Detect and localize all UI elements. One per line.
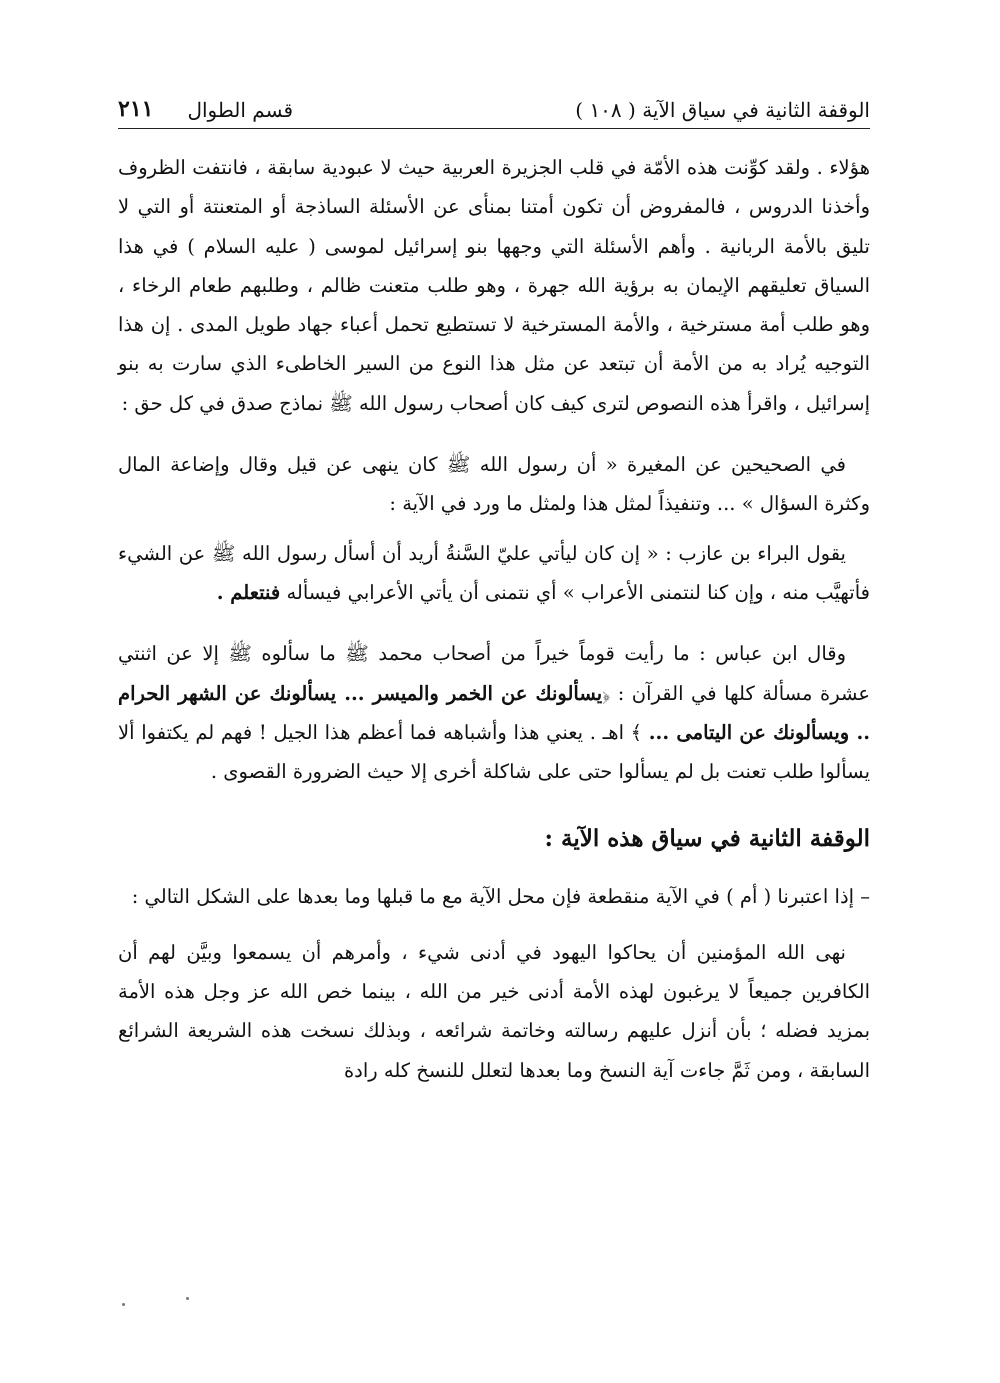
section-heading: الوقفة الثانية في سياق هذه الآية : (544, 825, 870, 853)
paragraph-4-part-2: ﴾ اهـ . يعني هذا وأشباهه فما (409, 720, 643, 744)
paragraph-3 (118, 534, 870, 613)
paragraph-2: في الصحيحين عن المغيرة « أن رسول الله ﷺ كان ينهى عن قيل وقال وإضاعة المال وكثرة السؤال » ... وتنفيذاً لمثل هذا ولمثل ما ورد في الآية : (118, 453, 870, 516)
paragraph-3-bold-end: فنتعلم . (216, 580, 281, 604)
header-divider (118, 128, 870, 129)
scan-speck (186, 1297, 189, 1300)
paragraph-1: هؤلاء . ولقد كوِّنت هذه الأمّة في قلب الجزيرة العربية حيث لا عبودية سابقة ، فانتفت الظروف وأخذنا الدروس ، فالمفروض أن تكون أمتنا بمنأى عن الأسئلة الساذجة أو المتعنتة أو التي لا تليق بالأمة الربانية . وأهم الأسئلة التي وجهها بنو إسرائيل لموسى ( عليه السلام ) في هذا السياق تعليقهم الإيمان به برؤية الله جهرة ، وهو طلب متعنت ظالم ، وطلبهم طعام الرخاء ، وهو طلب أمة مسترخية ، والأمة المسترخية لا تستطيع تحمل أعباء جهاد طويل المدى . إن هذا التوجيه يُراد به من الأمة أن تبتعد عن مثل هذا النوع من السير الخاطىء الذي سارت به بنو إسرائيل ، واقرأ هذه النصوص لترى كيف كان أصحاب رسول الله ﷺ نماذج صدق في كل حق : (118, 156, 870, 415)
paragraph-4-part-1: وقال ابن عباس : ما رأيت قوماً خيراً من أصحاب محمد ﷺ ما سألوه ﷺ إلا عن اثنتي عشرة مسألة كلها في القرآن : ﴿ (118, 642, 870, 705)
page-body (118, 148, 870, 1090)
paragraph-4-bold-2: أعظم هذا الجيل ! فهم لم يكتفوا (141, 720, 404, 744)
section-title: قسم الطوال (187, 98, 293, 122)
header-left-group (118, 96, 293, 122)
page-header (118, 82, 870, 122)
scan-speck (122, 1303, 125, 1306)
paragraph-5: – إذا اعتبرنا ( أم ) في الآية منقطعة فإن محل الآية مع ما قبلها وما بعدها على الشكل التالي : (131, 885, 870, 909)
paragraph-6: نهى الله المؤمنين أن يحاكوا اليهود في أدنى شيء ، وأمرهم أن يسمعوا وبيَّن لهم أن الكافرين جميعاً لا يرغبون لهذه الأمة أدنى خير من الله ، بينما خص الله عز وجل هذه الأمة بمزيد فضله ؛ بأن أنزل عليهم رسالته وخاتمة شرائعه ، وبذلك نسخت هذه الشريعة الشرائع السابقة ، ومن ثَمَّ جاءت آية النسخ وما بعدها لتعلل للنسخ كله رادة (118, 940, 870, 1082)
paragraph-4-part-3: ألا يسألوا طلب تعنت بل لم يسألوا حتى على شاكلة أخرى إلا حيث الضرورة القصوى . (118, 720, 870, 784)
quran-quote: يسألونك عن الخمر والميسر ... يسألونك عن الشهر الحرام .. ويسألونك عن اليتامى ... (118, 681, 871, 744)
running-title: الوقفة الثانية في سياق الآية ( ١٠٨ ) (575, 98, 870, 122)
paragraph-3-text: يقول البراء بن عازب : « إن كان ليأتي عليّ السَّنةُ أريد أن أسأل رسول الله ﷺ عن الشيء فأتهيَّب منه ، وإن كنا لنتمنى الأعراب » أي نتمنى أن يأتي الأعرابي فيسأله (118, 541, 870, 604)
page-number: ٢١١ (118, 96, 154, 122)
paragraph-4 (118, 634, 870, 791)
